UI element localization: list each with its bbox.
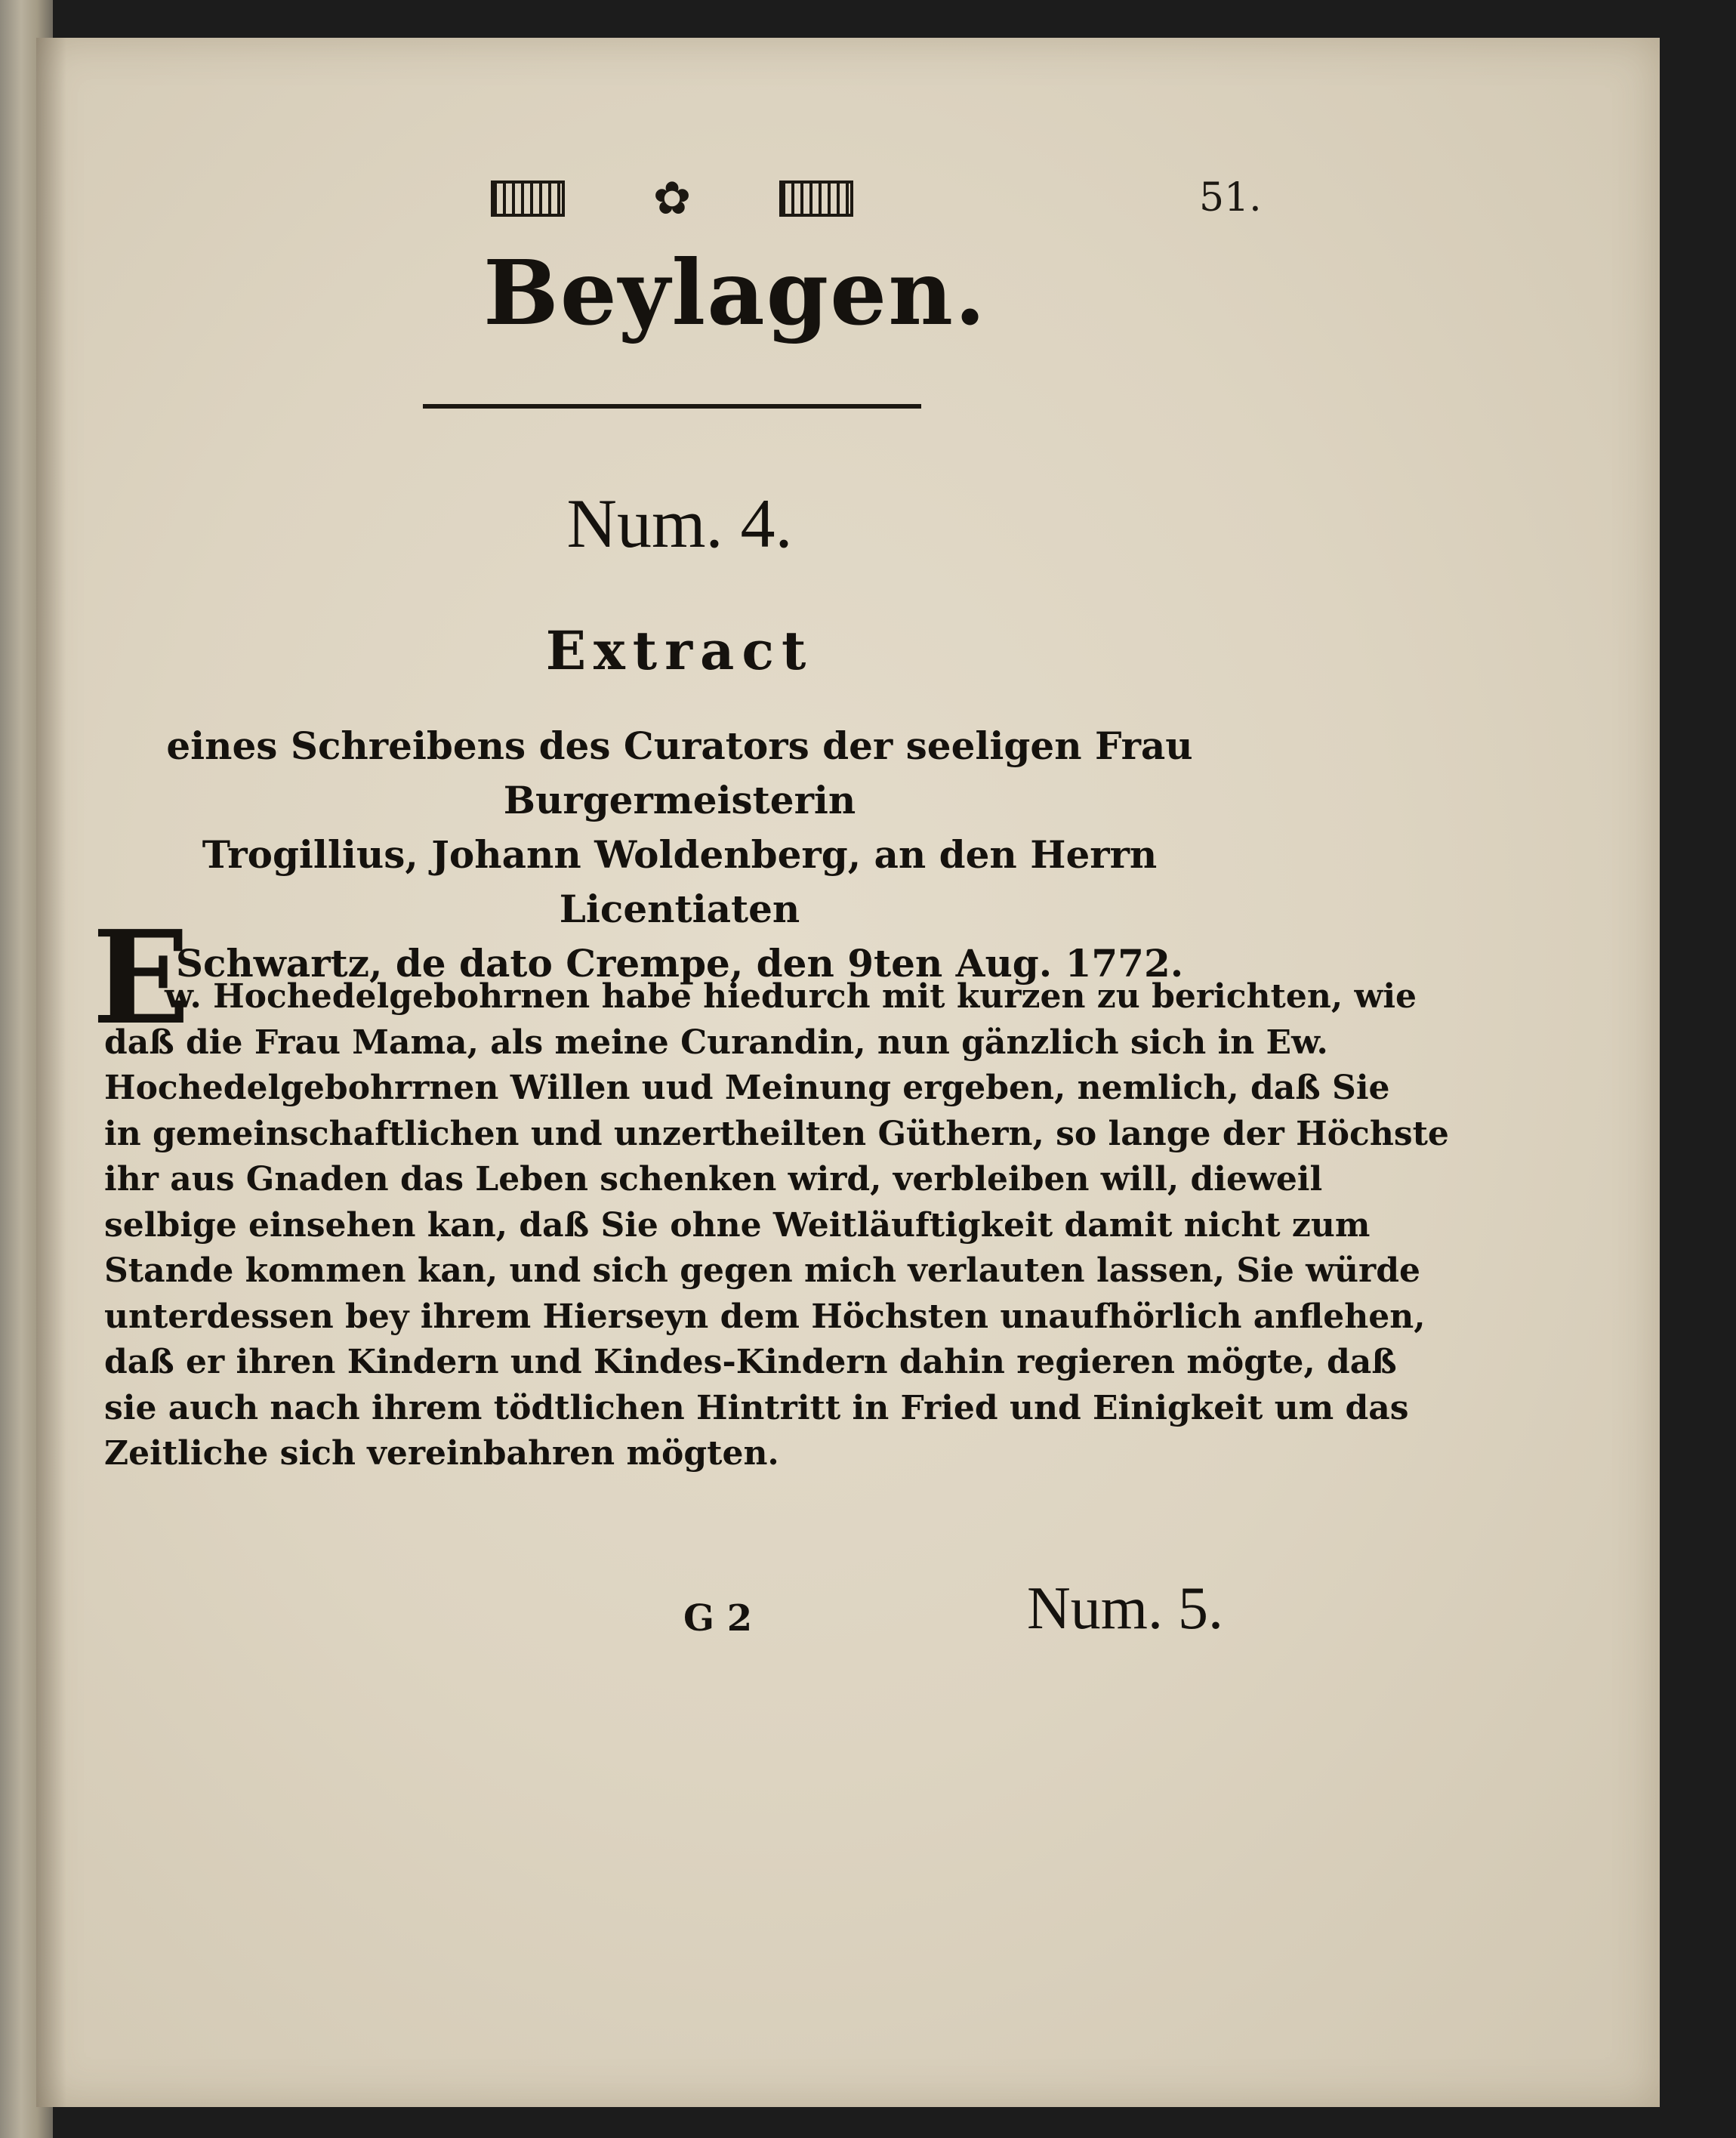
body-line: daß er ihren Kindern und Kindes-Kindern dahin regieren mögte, daß xyxy=(104,1343,1397,1381)
subheading xyxy=(113,719,1246,991)
page-number: 51. xyxy=(1199,175,1262,221)
bar-ornament-icon xyxy=(779,180,853,217)
signature-mark: G 2 xyxy=(683,1597,753,1640)
page-title: Beylagen. xyxy=(483,240,988,345)
flower-ornament-icon: ✿ xyxy=(652,172,692,225)
body-line: unterdessen bey ihrem Hierseyn dem Höchsten unaufhörlich anflehen, xyxy=(104,1297,1426,1336)
body-line: Stande kommen kan, und sich gegen mich verlauten lassen, Sie würde xyxy=(104,1251,1420,1290)
catchword: Num. 5. xyxy=(1027,1575,1223,1642)
section-number: Num. 4. xyxy=(566,485,793,562)
body-line: in gemeinschaftlichen und unzertheilten Güthern, so lange der Höchste xyxy=(104,1114,1449,1153)
page-gutter-shadow xyxy=(36,38,66,2107)
subheading-line: Schwartz, de dato Crempe, den 9ten Aug. 1772. xyxy=(175,941,1184,986)
body-line: Hochedelgebohrrnen Willen uud Meinung ergeben, nemlich, daß Sie xyxy=(104,1069,1390,1107)
body-line: w. Hochedelgebohrnen habe hiedurch mit kurzen zu berichten, wie xyxy=(165,977,1417,1016)
body-line: selbige einsehen kan, daß Sie ohne Weitläuftigkeit damit nicht zum xyxy=(104,1205,1371,1245)
bar-ornament-icon xyxy=(491,180,565,217)
drop-cap: E xyxy=(92,902,190,1054)
body-paragraph xyxy=(104,974,1449,1477)
body-line: ihr aus Gnaden das Leben schenken wird, verbleiben will, dieweil xyxy=(104,1160,1323,1199)
title-rule xyxy=(423,404,921,409)
header-ornament xyxy=(491,172,853,225)
body-line: sie auch nach ihrem tödtlichen Hintritt in Fried und Einigkeit um das xyxy=(104,1388,1409,1427)
body-line: daß die Frau Mama, als meine Curandin, nun gänzlich sich in Ew. xyxy=(104,1023,1328,1062)
subheading-line: eines Schreibens des Curators der seeligen Frau Burgermeisterin xyxy=(166,723,1193,822)
subheading-line: Trogillius, Johann Woldenberg, an den Herrn Licentiaten xyxy=(202,832,1158,931)
body-line: Zeitliche sich vereinbahren mögten. xyxy=(104,1434,779,1473)
section-heading: Extract xyxy=(545,619,814,682)
